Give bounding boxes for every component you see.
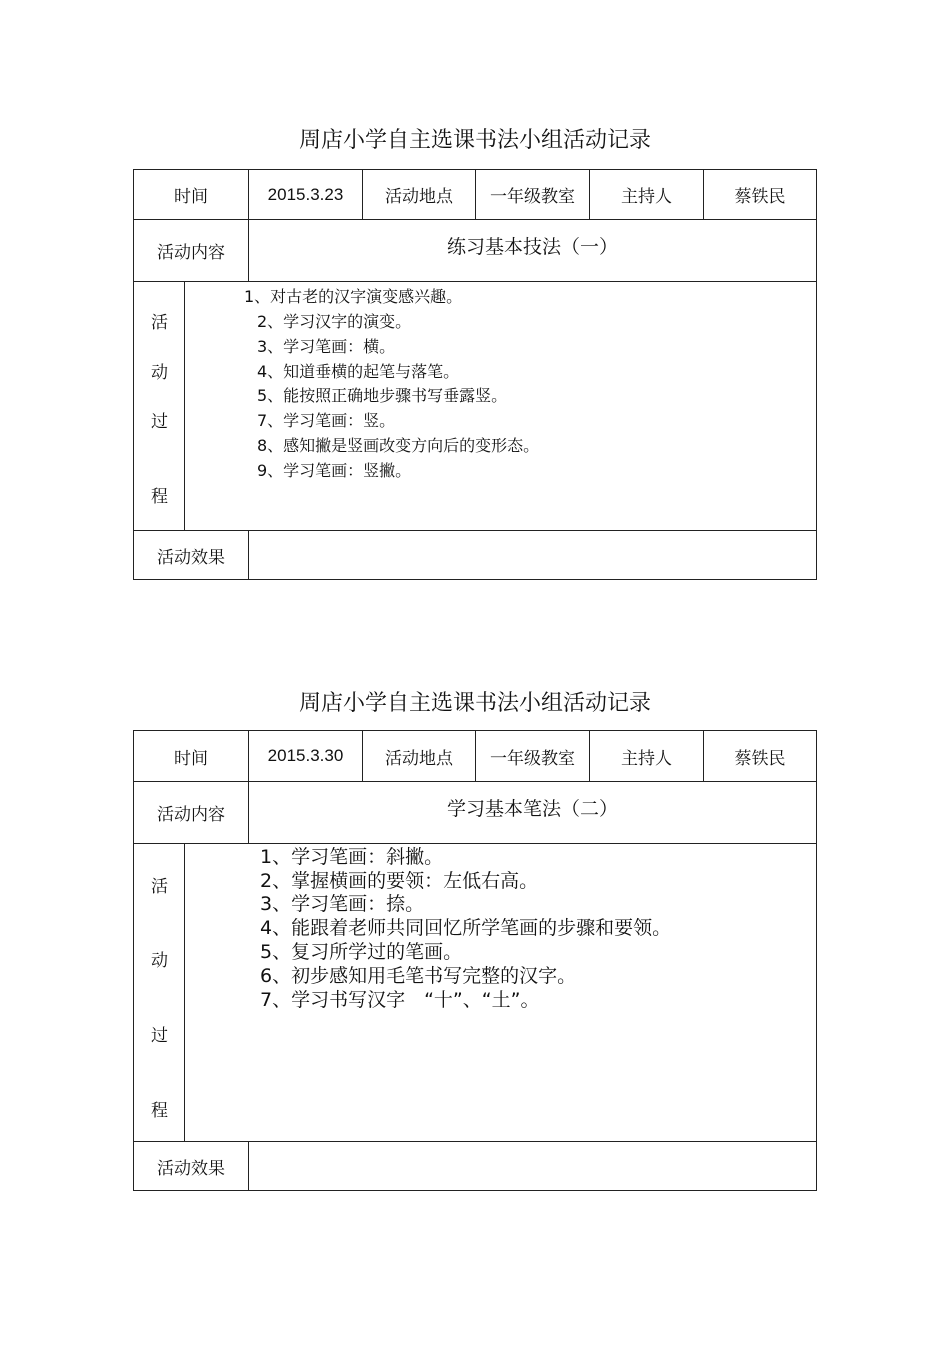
content-title: 练习基本技法（一）	[446, 236, 618, 258]
process-row	[134, 282, 816, 531]
effect-label: 活动效果	[134, 531, 249, 579]
process-label-char: 程	[151, 1101, 168, 1121]
host-value: 蔡铁民	[734, 748, 786, 769]
record-title: 周店小学自主选课书法小组活动记录	[298, 128, 651, 153]
effect-value	[249, 1142, 816, 1190]
process-label	[134, 282, 185, 530]
process-row	[134, 844, 816, 1142]
process-label-char: 活	[151, 877, 168, 897]
process-item: 6、初步感知用毛笔书写完整的汉字。	[260, 965, 577, 987]
host-label: 主持人	[590, 731, 704, 781]
process-label	[134, 844, 185, 1141]
date-value: 2015.3.23	[249, 170, 363, 219]
process-item: 7、学习书写汉字 “十”、“土”。	[260, 989, 540, 1011]
header-row	[134, 170, 816, 220]
process-label-char: 动	[151, 951, 168, 971]
date-value: 2015.3.30	[249, 731, 363, 781]
effect-label: 活动效果	[134, 1142, 249, 1190]
process-label-char: 活	[151, 313, 168, 333]
process-item: 3、学习笔画：捺。	[260, 893, 425, 915]
content-cell	[249, 782, 816, 843]
process-item: 4、知道垂横的起笔与落笔。	[257, 362, 460, 381]
process-item: 9、学习笔画：竖撇。	[257, 461, 412, 480]
place-label: 活动地点	[363, 170, 476, 219]
content-row	[134, 782, 816, 844]
record-table	[133, 730, 817, 1191]
process-item: 1、学习笔画：斜撇。	[260, 846, 444, 868]
process-item: 2、掌握横画的要领：左低右高。	[260, 870, 539, 892]
process-item: 5、复习所学过的笔画。	[260, 941, 463, 963]
host-value: 蔡铁民	[734, 187, 786, 207]
process-item: 3、学习笔画：横。	[257, 337, 396, 356]
place-value: 一年级教室	[476, 170, 590, 219]
effect-row	[134, 531, 816, 579]
process-item: 4、能跟着老师共同回忆所学笔画的步骤和要领。	[260, 917, 672, 939]
process-item: 7、学习笔画：竖。	[257, 411, 396, 430]
effect-value	[249, 531, 816, 579]
header-row	[134, 731, 816, 782]
process-label-char: 过	[151, 1026, 168, 1046]
content-title: 学习基本笔法（二）	[446, 798, 618, 820]
record-title: 周店小学自主选课书法小组活动记录	[298, 691, 651, 716]
content-label: 活动内容	[134, 220, 249, 281]
host-label: 主持人	[590, 170, 704, 219]
process-label-char: 动	[151, 363, 168, 383]
content-row	[134, 220, 816, 282]
effect-row	[134, 1142, 816, 1190]
process-item: 8、感知撇是竖画改变方向后的变形态。	[257, 436, 540, 455]
process-item: 1、对古老的汉字演变感兴趣。	[244, 287, 463, 306]
process-item: 2、学习汉字的演变。	[257, 312, 412, 331]
content-cell	[249, 220, 816, 281]
record-table	[133, 169, 817, 580]
content-label: 活动内容	[134, 782, 249, 843]
process-label-char: 程	[151, 487, 168, 507]
place-value: 一年级教室	[476, 731, 590, 781]
process-label-char: 过	[151, 412, 168, 432]
time-label: 时间	[134, 731, 249, 781]
time-label: 时间	[134, 170, 249, 219]
place-label: 活动地点	[363, 731, 476, 781]
process-item: 5、能按照正确地步骤书写垂露竖。	[257, 386, 508, 405]
